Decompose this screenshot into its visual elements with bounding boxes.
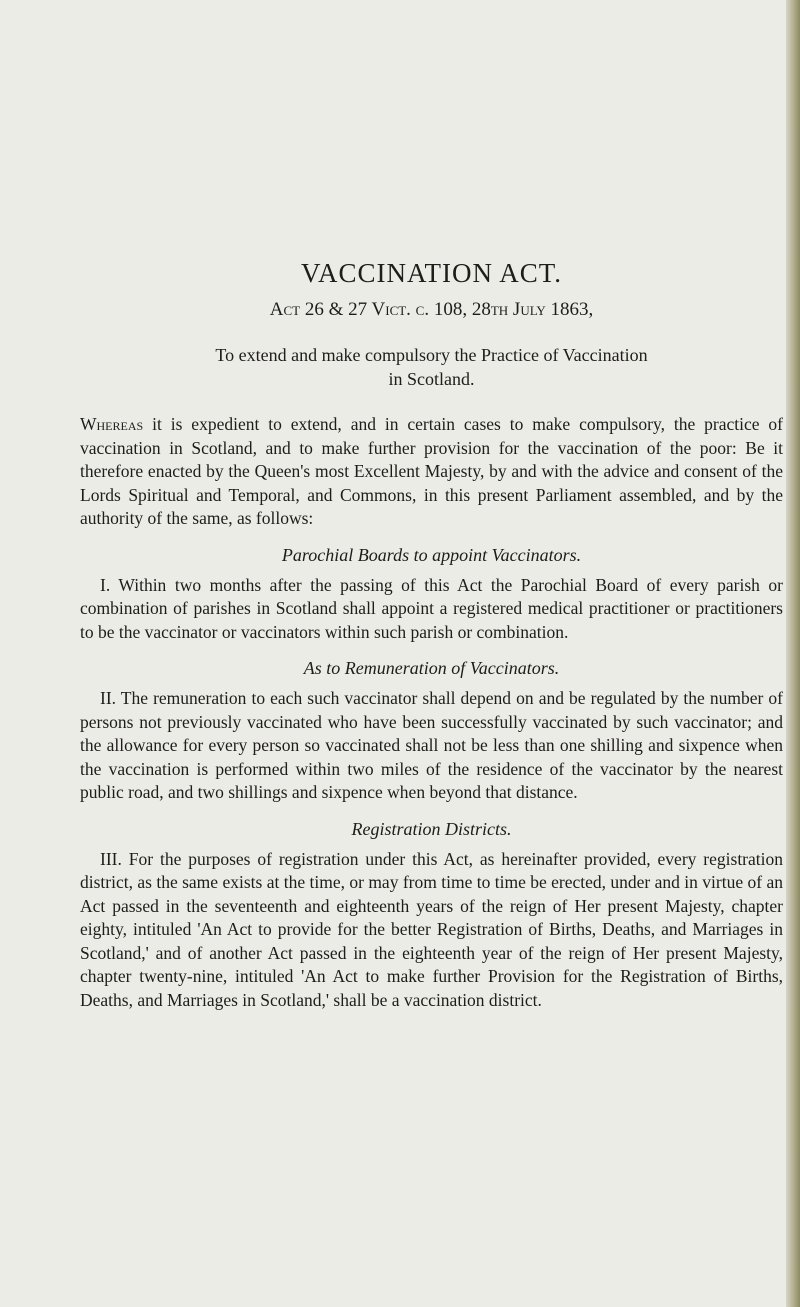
- purpose-line-1: To extend and make compulsory the Practice of Vaccination: [215, 345, 648, 365]
- section-heading: Parochial Boards to appoint Vaccinators.: [281, 544, 582, 565]
- act-reference: Act 26 & 27 Vict. c. 108, 28th July 1863,: [269, 299, 594, 320]
- section-paragraph: III. For the purposes of registration under this Act, as hereinafter provided, every registration district, as the same exists at the time, or may from time to time be erected, under and in virtue of an Act passed in the seventeenth and eighteenth years of the reign of Her present Majesty, chapter eighty, intituled 'An Act to provide for the better Registration of Births, Deaths, and Marriages in Scotland,' and of another Act passed in the eighteenth year of the reign of Her present Majesty, chapter twenty-nine, intituled 'An Act to make further Provision for the Registration of Births, Deaths, and Marriages in Scotland,' shall be a vaccination district.: [80, 848, 783, 1010]
- purpose-line-2: in Scotland.: [388, 369, 475, 389]
- document-title: VACCINATION ACT.: [300, 258, 563, 288]
- act-purpose: [80, 343, 783, 391]
- section-heading: As to Remuneration of Vaccinators.: [303, 658, 560, 678]
- section-heading: Registration Districts.: [351, 818, 512, 839]
- page-edge: [786, 0, 800, 1307]
- document-body: [80, 258, 783, 1012]
- preamble-lead-word: Whereas: [80, 414, 144, 434]
- section-paragraph: II. The remuneration to each such vaccinator shall depend on and be regulated by the number of persons not previously vaccinated who have been successfully vaccinated by such vaccinator; and the allowance for every person so vaccinated shall not be less than one shilling and sixpence when the vaccination is performed within two miles of the residence of the vaccinator by the nearest public road, and two shillings and sixpence when beyond that distance.: [80, 688, 783, 802]
- preamble-paragraph: [80, 413, 783, 531]
- preamble-text: it is expedient to extend, and in certain cases to make compulsory, the practice of vaccination in Scotland, and to make further provision for the vaccination of the poor: Be it therefore enacted by the Queen's most Excellent Majesty, by and with the advice and consent of the Lords Spiritual and Temporal, and Commons, in this present Parliament assembled, and by the authority of the same, as follows:: [80, 414, 783, 528]
- section-paragraph: I. Within two months after the passing of this Act the Parochial Board of every parish or combination of parishes in Scotland shall appoint a registered medical practitioner or practitioners to be the vaccinator or vaccinators within such parish or combination.: [80, 574, 783, 642]
